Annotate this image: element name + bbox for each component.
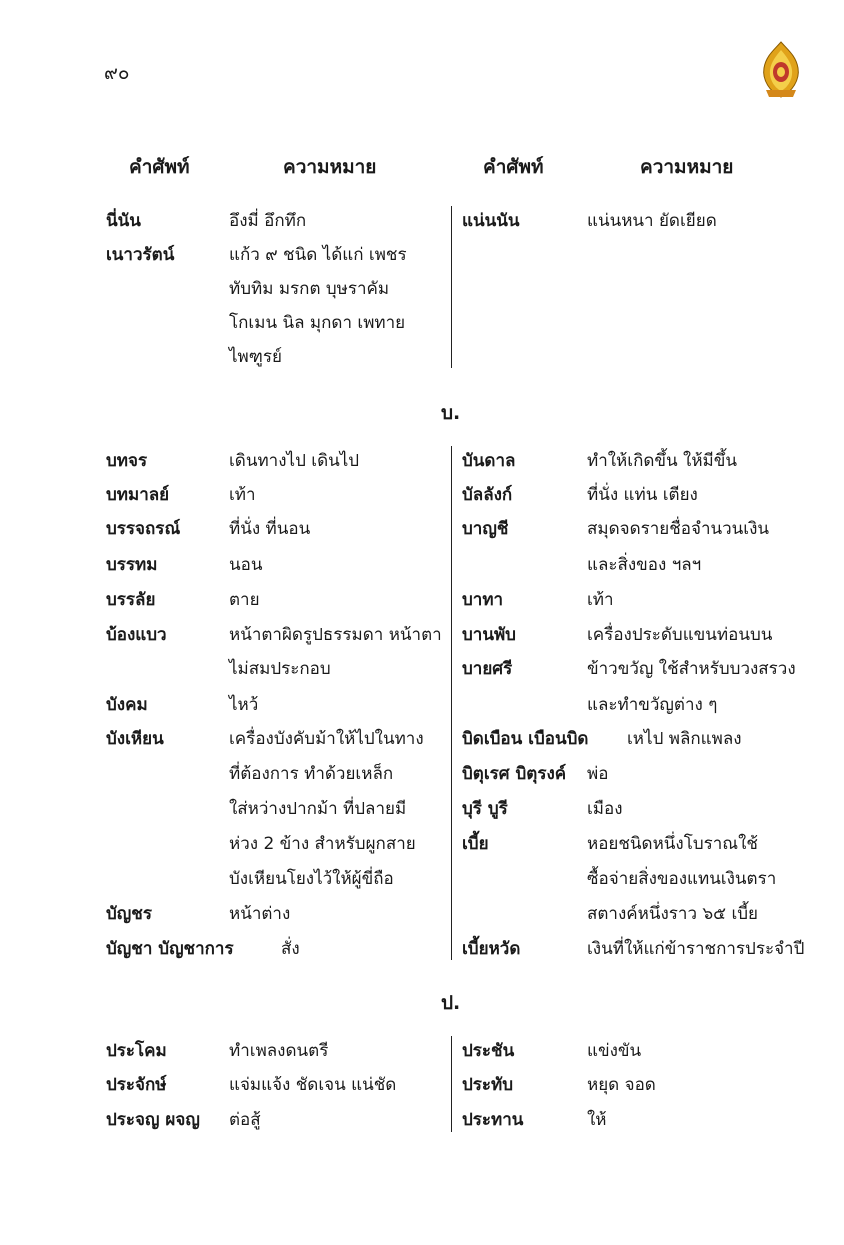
header-meaning-left: ความหมาย bbox=[283, 156, 377, 178]
entry-term: ประชัน bbox=[462, 1041, 515, 1061]
entry-definition: แจ่มแจ้ง ชัดเจน แน่ชัด bbox=[229, 1075, 397, 1095]
entry-definition: ให้ bbox=[587, 1110, 607, 1130]
entry-term: บายศรี bbox=[462, 659, 513, 679]
entry-definition: เท้า bbox=[587, 590, 614, 610]
entry-term: บัญชา บัญชาการ bbox=[106, 939, 234, 959]
entry-definition: เมือง bbox=[587, 799, 623, 819]
entry-term: บัลลังก์ bbox=[462, 485, 513, 505]
entry-definition: ที่นั่ง ที่นอน bbox=[229, 519, 311, 539]
entry-definition: พ่อ bbox=[587, 764, 609, 784]
entry-term: บาญชี bbox=[462, 519, 509, 539]
entry-definition: เดินทางไป เดินไป bbox=[229, 451, 360, 471]
entry-term: บังเหียน bbox=[106, 729, 164, 749]
entry-definition: ข้าวขวัญ ใช้สำหรับบวงสรวง bbox=[587, 659, 796, 679]
entry-definition: หอยชนิดหนึ่งโบราณใช้ bbox=[587, 834, 758, 854]
entry-definition: หยุด จอด bbox=[587, 1075, 656, 1095]
entry-term: บิตุเรศ บิตุรงค์ bbox=[462, 764, 567, 784]
entry-definition: อึงมี่ อึกทึก bbox=[229, 211, 307, 231]
page-number: ๙๐ bbox=[104, 62, 130, 84]
entry-definition: ไม่สมประกอบ bbox=[229, 659, 331, 679]
entry-definition: ทำเพลงดนตรี bbox=[229, 1041, 329, 1061]
entry-term: แน่นนัน bbox=[462, 211, 520, 231]
entry-definition: เครื่องประดับแขนท่อนบน bbox=[587, 625, 773, 645]
entry-term: บัญชร bbox=[106, 904, 152, 924]
entry-term: เบี้ยหวัด bbox=[462, 939, 521, 959]
entry-term: บุรี บูรี bbox=[462, 799, 508, 819]
entry-definition: ใส่หว่างปากม้า ที่ปลายมี bbox=[229, 799, 407, 819]
column-divider bbox=[451, 1036, 452, 1132]
entry-definition: เครื่องบังคับม้าให้ไปในทาง bbox=[229, 729, 424, 749]
entry-term: บทมาลย์ bbox=[106, 485, 170, 505]
entry-term: ประทาน bbox=[462, 1110, 524, 1130]
entry-definition: แน่นหนา ยัดเยียด bbox=[587, 211, 717, 231]
entry-term: บานพับ bbox=[462, 625, 516, 645]
entry-term: บรรทม bbox=[106, 555, 158, 575]
entry-definition: เหไป พลิกแพลง bbox=[627, 729, 742, 749]
entry-definition: เท้า bbox=[229, 485, 256, 505]
entry-definition: บังเหียนโยงไว้ให้ผู้ขี่ถือ bbox=[229, 869, 394, 889]
entry-definition: ไหว้ bbox=[229, 695, 259, 715]
entry-definition: ซื้อจ่ายสิ่งของแทนเงินตรา bbox=[587, 869, 777, 889]
entry-definition: นอน bbox=[229, 555, 263, 575]
entry-term: ประโคม bbox=[106, 1041, 167, 1061]
entry-definition: ห่วง 2 ข้าง สำหรับผูกสาย bbox=[229, 834, 416, 854]
entry-definition: และสิ่งของ ฯลฯ bbox=[587, 555, 702, 575]
column-divider bbox=[451, 206, 452, 368]
entry-definition: โกเมน นิล มุกดา เพทาย bbox=[229, 313, 406, 333]
entry-term: ประจญ ผจญ bbox=[106, 1110, 200, 1130]
entry-term: เบี้ย bbox=[462, 834, 489, 854]
entry-definition: ตาย bbox=[229, 590, 260, 610]
entry-definition: ที่ต้องการ ทำด้วยเหล็ก bbox=[229, 764, 394, 784]
entry-definition: สั่ง bbox=[281, 939, 300, 959]
entry-definition: แก้ว ๙ ชนิด ได้แก่ เพชร bbox=[229, 245, 407, 265]
entry-term: เนาวรัตน์ bbox=[106, 245, 175, 265]
entry-definition: แข่งขัน bbox=[587, 1041, 642, 1061]
entry-term: บรรลัย bbox=[106, 590, 156, 610]
entry-term: นี่นัน bbox=[106, 211, 141, 231]
header-term-left: คำศัพท์ bbox=[129, 156, 190, 178]
entry-term: บ้องแบว bbox=[106, 625, 167, 645]
entry-definition: สมุดจดรายชื่อจำนวนเงิน bbox=[587, 519, 770, 539]
entry-definition: ที่นั่ง แท่น เตียง bbox=[587, 485, 698, 505]
entry-definition: และทำขวัญต่าง ๆ bbox=[587, 695, 718, 715]
entry-definition: ทับทิม มรกต บุษราคัม bbox=[229, 279, 390, 299]
section-letter-b: บ. bbox=[441, 402, 461, 424]
header-term-right: คำศัพท์ bbox=[483, 156, 544, 178]
section-letter-p: ป. bbox=[441, 992, 461, 1014]
entry-term: บังคม bbox=[106, 695, 148, 715]
entry-term: บรรจถรณ์ bbox=[106, 519, 181, 539]
entry-definition: สตางค์หนึ่งราว ๖๕ เบี้ย bbox=[587, 904, 759, 924]
entry-term: ประจักษ์ bbox=[106, 1075, 167, 1095]
entry-term: ประทับ bbox=[462, 1075, 514, 1095]
entry-definition: เงินที่ให้แก่ข้าราชการประจำปี bbox=[587, 939, 805, 959]
entry-definition: หน้าต่าง bbox=[229, 904, 291, 924]
header-meaning-right: ความหมาย bbox=[640, 156, 734, 178]
entry-definition: ไพฑูรย์ bbox=[229, 347, 282, 367]
column-divider bbox=[451, 446, 452, 960]
entry-term: บิดเบือน เบือนบิด bbox=[462, 729, 589, 749]
entry-definition: หน้าตาผิดรูปธรรมดา หน้าตา bbox=[229, 625, 442, 645]
entry-definition: ทำให้เกิดขึ้น ให้มีขึ้น bbox=[587, 451, 738, 471]
entry-definition: ต่อสู้ bbox=[229, 1110, 261, 1130]
entry-term: บาทา bbox=[462, 590, 504, 610]
entry-term: บทจร bbox=[106, 451, 148, 471]
entry-term: บันดาล bbox=[462, 451, 516, 471]
emblem-logo-icon bbox=[756, 40, 806, 100]
